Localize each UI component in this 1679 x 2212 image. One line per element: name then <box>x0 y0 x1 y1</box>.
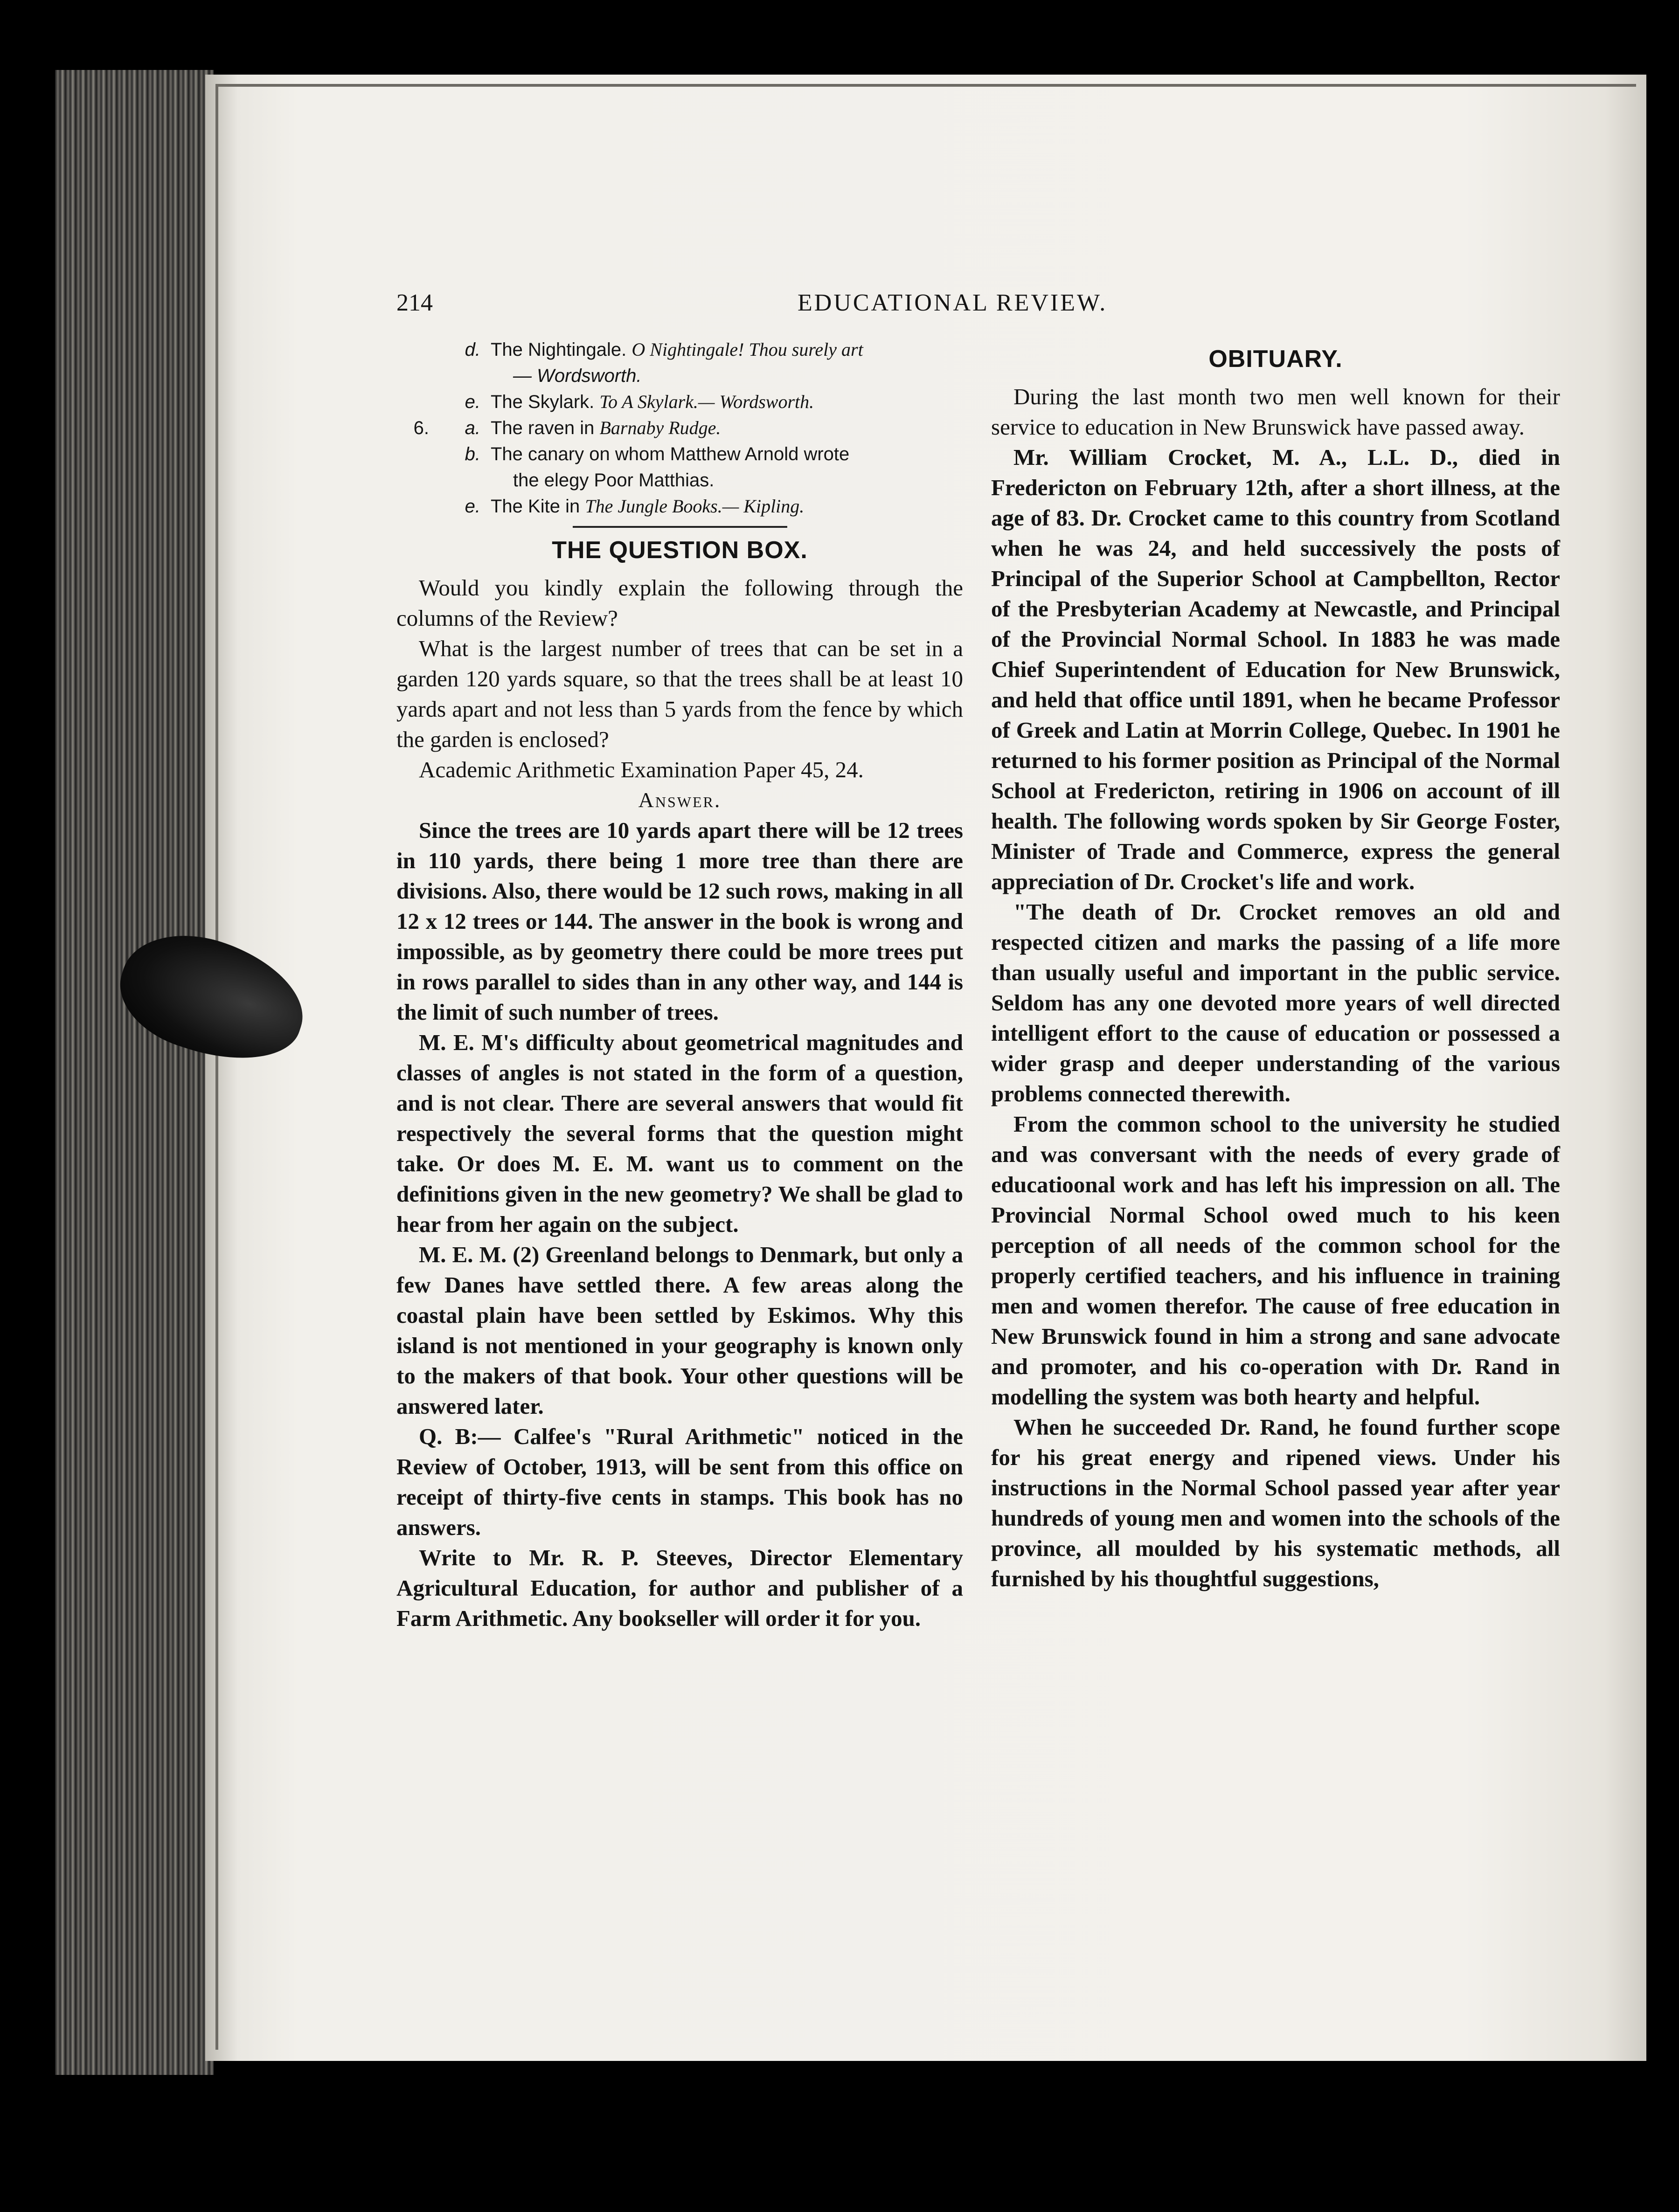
list-italic: O Nightingale! Thou surely art <box>631 339 863 360</box>
list-number <box>396 493 429 519</box>
question-paragraph: Would you kindly explain the following through the columns of the Review? <box>396 575 963 631</box>
answer-heading: Answer. <box>638 788 722 812</box>
obituary-paragraph: When he succeeded Dr. Rand, he found further scope for his great energy and ripened views. Under his instructions in the Normal School passed year after year hundreds of young men and women into the schools of the province, all moulded by his systematic methods, all furnished by his thoughtful suggestions, <box>991 1414 1560 1591</box>
obituary-paragraph: Mr. William Crocket, M. A., L.L. D., died in Fredericton on February 12th, after a short illness, at the age of 83. Dr. Crocket came to this country from Scotland when he was 24, and held successively the posts of Principal of the Superior School at Campbellton, Rector of the Presbyterian Academy at Newcastle, and Principal of the Provincial Normal School. In 1883 he was made Chief Superintendent of Education for New Brunswick, and held that office until 1891, when he became Professor of Greek and Latin at Morrin College, Quebec. In 1901 he returned to his former position as Principal of the Normal School at Fredericton, retiring in 1906 on account of ill health. The following words spoken by Sir George Foster, Minister of Trade and Commerce, express the general appreciation of Dr. Crocket's life and work. <box>991 444 1560 894</box>
section-title-question-box: THE QUESTION BOX. <box>552 537 808 564</box>
list-continuation: the elegy Poor Matthias. <box>513 470 715 491</box>
list-text: The Kite in <box>491 496 585 517</box>
answer-paragraph: Write to Mr. R. P. Steeves, Director Elementary Agricultural Education, for author and publisher of a Farm Arithmetic. Any bookseller will order it for you. <box>396 1545 963 1631</box>
list-continuation: — Wordsworth. <box>513 366 642 386</box>
list-text: The Nightingale. <box>491 339 632 360</box>
answer-paragraph: M. E. M's difficulty about geometrical magnitudes and classes of angles is not stated in the form of a question, and is not clear. There are several answers that would fit respectively the several forms that the question might take. Or does M. E. M. want us to comment on the definitions given in the new geometry? We shall be glad to hear from her again on the subject. <box>396 1030 963 1237</box>
list-item <box>396 493 963 519</box>
list-text: The raven in <box>491 418 600 438</box>
list-letter: e. <box>465 496 480 517</box>
question-source: Academic Arithmetic Examination Paper 45, 24. <box>419 757 864 782</box>
list-item <box>396 441 963 467</box>
section-rule <box>573 526 787 528</box>
answer-paragraph: Q. B:— Calfee's "Rural Arithmetic" noticed in the Review of October, 1913, will be sent from this office on receipt of thirty-five cents in stamps. This book has no answers. <box>396 1424 963 1540</box>
list-number: 6. <box>413 418 429 438</box>
question-paragraph: What is the largest number of trees that can be set in a garden 120 yards square, so that the trees shall be at least 10 yards apart and not less than 5 yards from the fence by which the garden is enclosed? <box>396 636 963 752</box>
list-number <box>396 441 429 467</box>
list-text: The Skylark. <box>491 392 600 412</box>
page-number: 214 <box>396 290 433 316</box>
list-italic: Barnaby Rudge. <box>599 417 721 438</box>
bird-list <box>396 337 963 519</box>
list-italic: The Jungle Books.— Kipling. <box>585 496 805 517</box>
right-column <box>991 337 1560 1594</box>
list-item <box>396 389 963 415</box>
section-title-obituary: OBITUARY. <box>1208 346 1343 373</box>
list-number <box>396 337 429 363</box>
book-page-edges <box>55 70 214 2075</box>
list-letter: e. <box>465 392 480 412</box>
answer-paragraph: Since the trees are 10 yards apart there will be 12 trees in 110 yards, there being 1 more tree than there are divisions. Also, there would be 12 such rows, making in all 12 x 12 trees or 144. The answer in the book is wrong and impossible, as by geometry there could be more trees put in rows parallel to sides than in any other way, and 144 is the limit of such number of trees. <box>396 817 963 1025</box>
list-letter: d. <box>465 339 480 360</box>
list-number <box>396 389 429 415</box>
running-title: EDUCATIONAL REVIEW. <box>798 290 1108 316</box>
answer-paragraph: M. E. M. (2) Greenland belongs to Denmark, but only a few Danes have settled there. A few areas along the coastal plain have been settled by Eskimos. Why this island is not mentioned in your geography is known only to the makers of that book. Your other questions will be answered later. <box>396 1242 963 1419</box>
list-text: The canary on whom Matthew Arnold wrote <box>491 444 850 464</box>
list-italic: To A Skylark.— Wordsworth. <box>599 391 814 412</box>
obituary-paragraph: "The death of Dr. Crocket removes an old and respected citizen and marks the passing of a life more than usually useful and important in the public service. Seldom has any one devoted more years of well directed intelligent effort to the cause of education or possessed a wider grasp and deeper understanding of the various problems connected therewith. <box>991 899 1560 1106</box>
list-item <box>396 415 963 441</box>
obituary-paragraph: During the last month two men well known for their service to education in New Brunswick have passed away. <box>991 384 1560 440</box>
list-letter: b. <box>465 444 480 464</box>
list-letter: a. <box>465 418 480 438</box>
left-column <box>396 337 963 1633</box>
obituary-paragraph: From the common school to the university he studied and was conversant with the needs of every grade of educatioonal work and has left his impression on all. The Provincial Normal School owed much to his keen perception of all needs of the common school for the properly certified teachers, and his influence in training men and women therefor. The cause of free education in New Brunswick found in him a strong and sane advocate and promoter, and his co-operation with Dr. Rand in modelling the system was both hearty and helpful. <box>991 1111 1560 1410</box>
list-item <box>396 337 963 363</box>
